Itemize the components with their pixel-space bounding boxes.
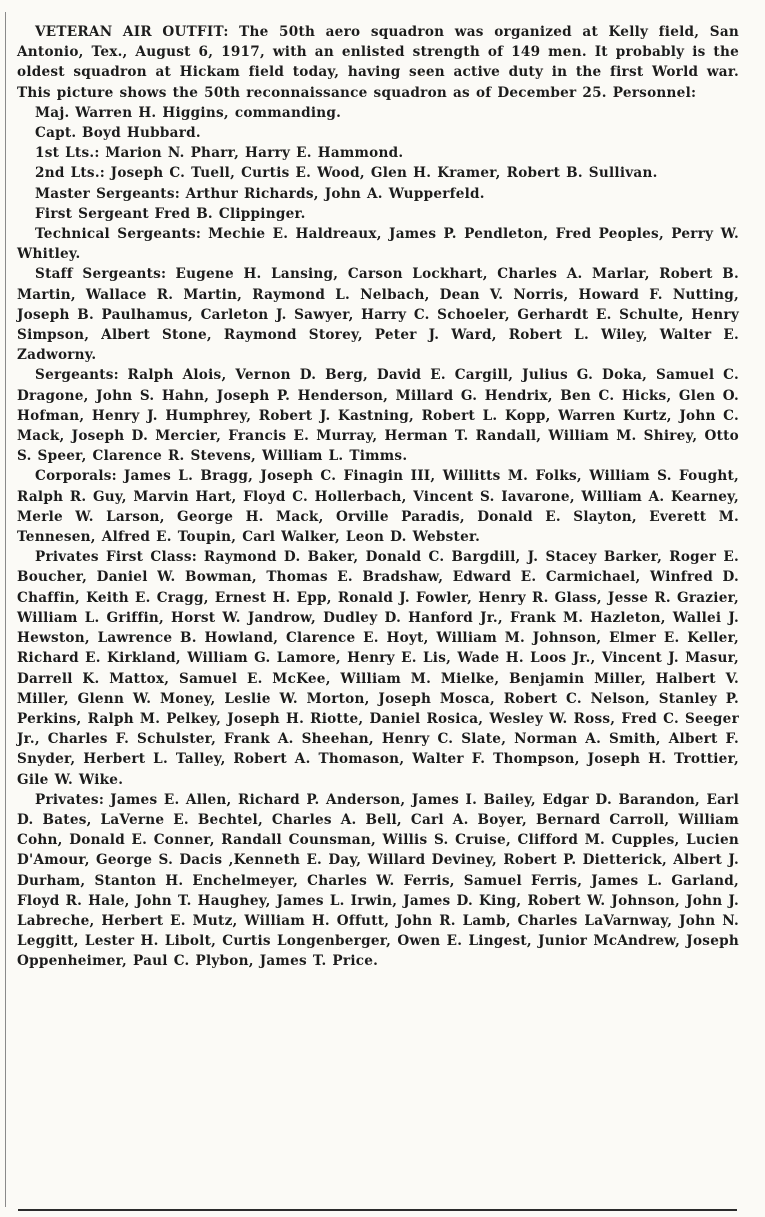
personnel-entry bbox=[17, 264, 739, 365]
personnel-entry bbox=[17, 184, 739, 204]
rank-label: Master Sergeants: bbox=[35, 185, 181, 202]
name-list: Fred B. Clippinger. bbox=[154, 205, 306, 222]
article-body bbox=[17, 22, 739, 972]
personnel-entry bbox=[17, 547, 739, 789]
lead-text: The 50th aero squadron was organized at Kelly field, San Antonio, Tex., August 6, 1917, with an enlisted strength of 149 men. It probably is the oldest squadron at Hickam field today, having seen active duty in the first World war. This picture shows the 50th reconnaissance squadron as of December 25. Personnel: bbox=[17, 24, 740, 101]
personnel-entry bbox=[17, 466, 739, 547]
name-list: Joseph C. Tuell, Curtis E. Wood, Glen H. Kramer, Robert B. Sullivan. bbox=[110, 165, 658, 182]
rank-label: Maj. bbox=[35, 104, 70, 121]
personnel-entry bbox=[17, 790, 739, 972]
personnel-entry bbox=[17, 123, 739, 143]
lead-paragraph bbox=[17, 22, 739, 103]
personnel-entry bbox=[17, 163, 739, 183]
personnel-entry bbox=[17, 143, 739, 163]
name-list: Ralph Alois, Vernon D. Berg, David E. Cargill, Julius G. Doka, Samuel C. Dragone, John S. Hahn, Joseph P. Henderson, Millard G. Hendrix, Ben C. Hicks, Glen O. Hofman, Henry J. Humphrey, Robert J. Kastning, Robert L. Kopp, Warren Kurtz, John C. Mack, Joseph D. Mercier, Francis E. Murray, Herman T. Randall, William M. Shirey, Otto S. Speer, Clarence R. Stevens, William L. Timms. bbox=[17, 367, 739, 465]
column-rule bbox=[5, 12, 6, 1207]
rank-label: Staff Sergeants: bbox=[35, 266, 167, 283]
name-list: James E. Allen, Richard P. Anderson, James I. Bailey, Edgar D. Barandon, Earl D. Bates, LaVerne E. Bechtel, Charles A. Bell, Carl A. Boyer, Bernard Carroll, William Cohn, Donald E. Conner, Randall Counsman, Willis S. Cruise, Clifford M. Cupples, Lucien D'Amour, George S. Dacis ,Kenneth E. Day, Willard Deviney, Robert P. Dietterick, Albert J. Durham, Stanton H. Enchelmeyer, Charles W. Ferris, Samuel Ferris, James L. Garland, Floyd R. Hale, John T. Haughey, James L. Irwin, James D. King, Robert W. Johnson, John J. Labreche, Herbert E. Mutz, William H. Offutt, John R. Lamb, Charles LaVarnway, John N. Leggitt, Lester H. Libolt, Curtis Longenberger, Owen E. Lingest, Junior McAndrew, Joseph Oppenheimer, Paul C. Plybon, James T. Price. bbox=[17, 791, 740, 970]
name-list: Raymond D. Baker, Donald C. Bargdill, J. Stacey Barker, Roger E. Boucher, Daniel W. Bowman, Thomas E. Bradshaw, Edward E. Carmichael, Winfred D. Chaffin, Keith E. Cragg, Ernest H. Epp, Ronald J. Fowler, Henry R. Glass, Jesse R. Grazier, William L. Griffin, Horst W. Jandrow, Dudley D. Hanford Jr., Frank M. Hazleton, Wallei J. Hewston, Lawrence B. Howland, Clarence E. Hoyt, William M. Johnson, Elmer E. Keller, Richard E. Kirkland, William G. Lamore, Henry E. Lis, Wade H. Loos Jr., Vincent J. Masur, Darrell K. Mattox, Samuel E. McKee, William M. Mielke, Benjamin Miller, Halbert V. Miller, Glenn W. Money, Leslie W. Morton, Joseph Mosca, Robert C. Nelson, Stanley P. Perkins, Ralph M. Pelkey, Joseph H. Riotte, Daniel Rosica, Wesley W. Ross, Fred C. Seeger Jr., Charles F. Schulster, Frank A. Sheehan, Henry C. Slate, Norman A. Smith, Albert F. Snyder, Herbert L. Talley, Robert A. Thomason, Walter F. Thompson, Joseph H. Trottier, Gile W. Wike. bbox=[17, 549, 740, 788]
name-list: Boyd Hubbard. bbox=[81, 125, 201, 142]
name-list: James L. Bragg, Joseph C. Finagin III, Willitts M. Folks, William S. Fought, Ralph R. Guy, Marvin Hart, Floyd C. Hollerbach, Vincent S. Iavarone, William A. Kearney, Merle W. Larson, George H. Mack, Orville Paradis, Donald E. Slayton, Everett M. Tennesen, Alfred E. Toupin, Carl Walker, Leon D. Webster. bbox=[17, 468, 739, 546]
name-list: Eugene H. Lansing, Carson Lockhart, Charles A. Marlar, Robert B. Martin, Wallace R. Martin, Raymond L. Nelbach, Dean V. Norris, Howard F. Nutting, Joseph B. Paulhamus, Carleton J. Sawyer, Harry C. Schoeler, Gerhardt E. Schulte, Henry Simpson, Albert Stone, Raymond Storey, Peter J. Ward, Robert L. Wiley, Walter E. Zadworny. bbox=[17, 266, 739, 364]
rank-label: 1st Lts.: bbox=[35, 145, 100, 162]
rank-label: First Sergeant bbox=[35, 205, 149, 222]
headline: VETERAN AIR OUTFIT: bbox=[35, 24, 229, 40]
name-list: Marion N. Pharr, Harry E. Hammond. bbox=[105, 145, 404, 162]
personnel-entry bbox=[17, 103, 739, 123]
rank-label: Sergeants: bbox=[35, 367, 119, 384]
rank-label: 2nd Lts.: bbox=[35, 165, 106, 182]
name-list: Mechie E. Haldreaux, James P. Pendleton, Fred Peoples, Perry W. Whitley. bbox=[17, 226, 739, 263]
rank-label: Corporals: bbox=[35, 468, 117, 485]
rank-label: Technical Sergeants: bbox=[35, 226, 202, 243]
name-list: Arthur Richards, John A. Wupperfeld. bbox=[185, 185, 485, 202]
personnel-entry bbox=[17, 224, 739, 264]
personnel-entry bbox=[17, 365, 739, 466]
rank-label: Privates First Class: bbox=[35, 549, 198, 566]
personnel-entry bbox=[17, 204, 739, 224]
rank-label: Privates: bbox=[35, 791, 105, 808]
bottom-rule bbox=[18, 1209, 737, 1211]
rank-label: Capt. bbox=[35, 125, 77, 142]
name-list: Warren H. Higgins, commanding. bbox=[75, 104, 342, 121]
